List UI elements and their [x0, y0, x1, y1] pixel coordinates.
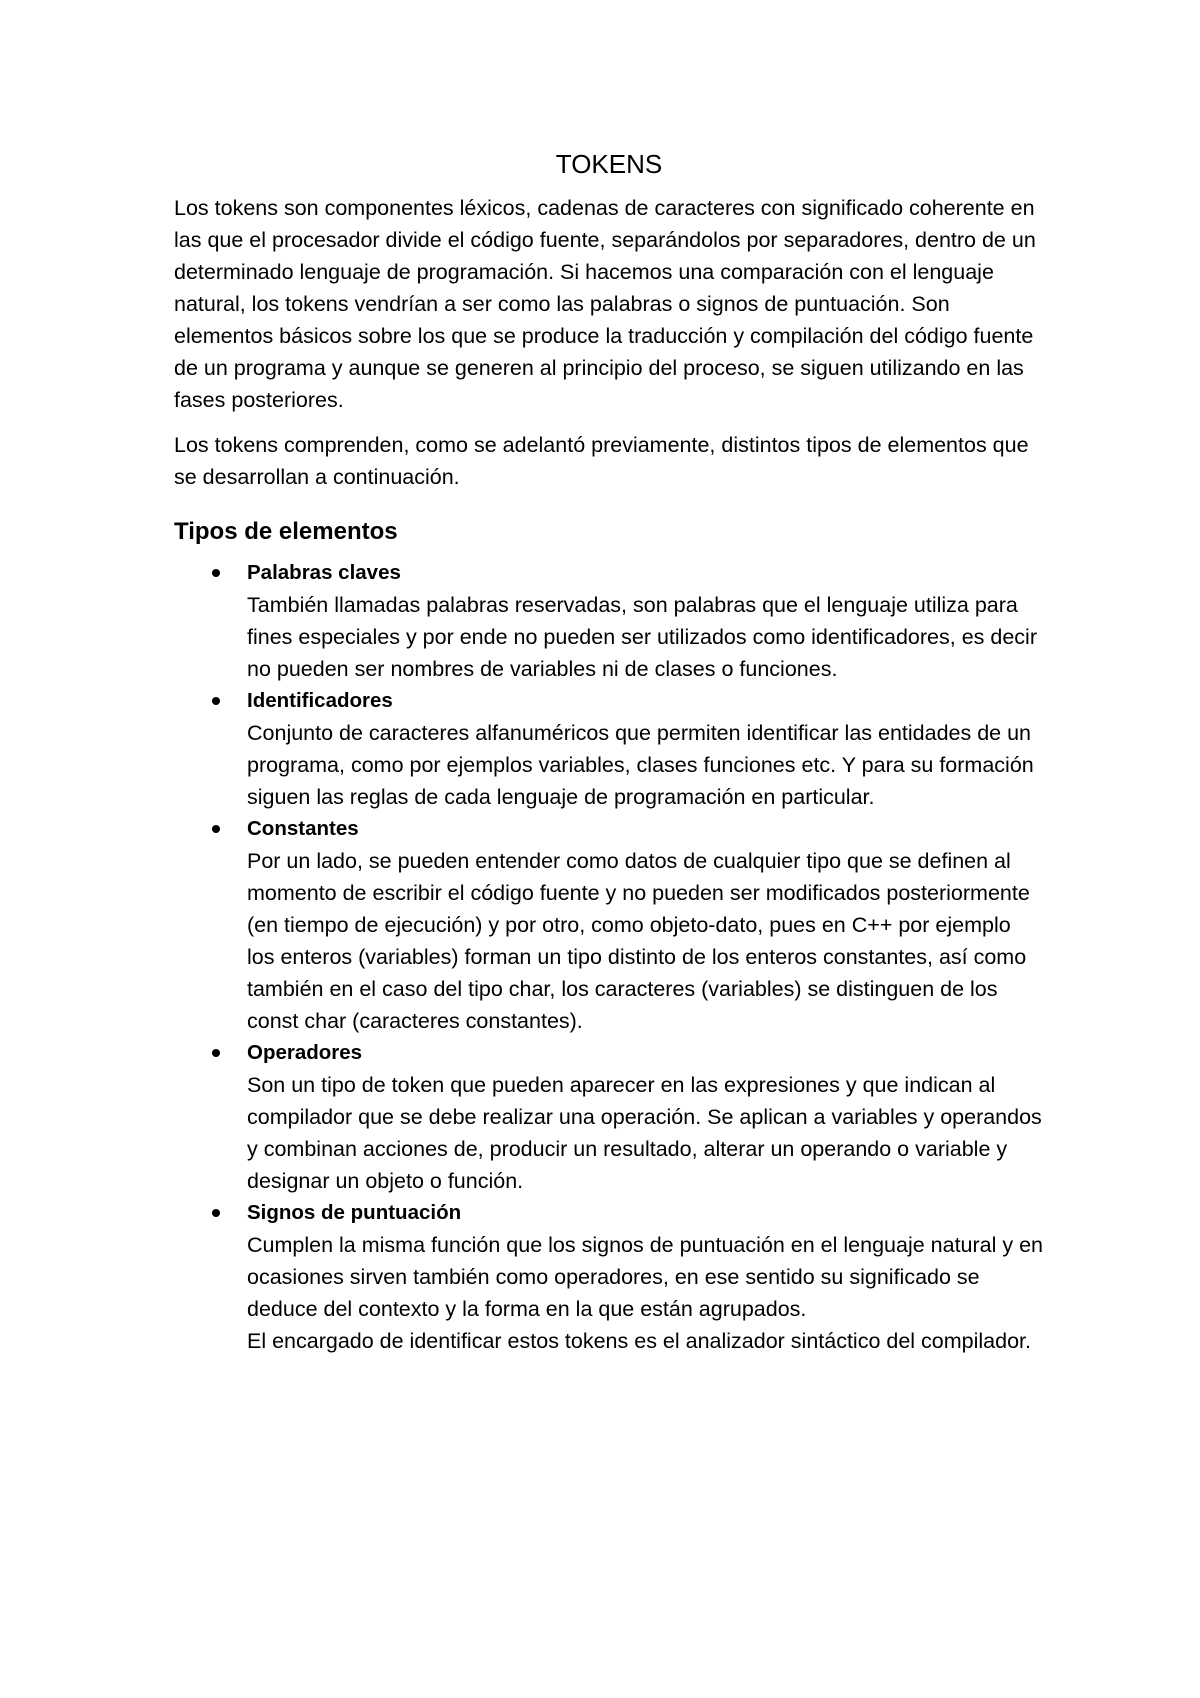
section-heading: Tipos de elementos — [174, 518, 398, 545]
types-intro-paragraph: Los tokens comprenden, como se adelantó previamente, distintos tipos de elementos que se desarrollan a continuación. — [174, 433, 1029, 489]
bullet-icon — [212, 1209, 220, 1217]
bullet-icon — [212, 825, 220, 833]
bullet-icon — [212, 697, 220, 705]
list-item-operadores — [174, 1037, 1044, 1197]
list-item-title: Operadores — [247, 1041, 363, 1064]
list-item-identificadores — [174, 685, 1044, 813]
list-item-text: También llamadas palabras reservadas, son palabras que el lenguaje utiliza para fines especiales y por ende no pueden ser utilizados como identificadores, es decir no pueden ser nombres de variables ni de clases o funciones. — [247, 593, 1037, 681]
list-item-text: Son un tipo de token que pueden aparecer en las expresiones y que indican al compilador que se debe realizar una operación. Se aplican a variables y operandos y combinan acciones de, producir un resultado, alterar un operando o variable y designar un objeto o función. — [247, 1073, 1042, 1193]
list-item-closing-text: El encargado de identificar estos tokens es el analizador sintáctico del compilador. — [247, 1329, 1032, 1353]
list-item-constantes — [174, 813, 1044, 1037]
list-item-title: Palabras claves — [247, 561, 401, 584]
intro-paragraph: Los tokens son componentes léxicos, cadenas de caracteres con significado coherente en las que el procesador divide el código fuente, separándolos por separadores, dentro de un determinado lenguaje de programación. Si hacemos una comparación con el lenguaje natural, los tokens vendrían a ser como las palabras o signos de puntuación. Son elementos básicos sobre los que se produce la traducción y compilación del código fuente de un programa y aunque se generen al principio del proceso, se siguen utilizando en las fases posteriores. — [174, 196, 1036, 412]
list-item-title: Constantes — [247, 817, 359, 840]
list-item-text: Por un lado, se pueden entender como datos de cualquier tipo que se definen al momento de escribir el código fuente y no pueden ser modificados posteriormente (en tiempo de ejecución) y por otro, como objeto-dato, pues en C++ por ejemplo los enteros (variables) forman un tipo distinto de los enteros constantes, así como también en el caso del tipo char, los caracteres (variables) se distinguen de los const char (caracteres constantes). — [247, 849, 1030, 1033]
document-title: TOKENS — [555, 149, 663, 179]
list-item-title: Identificadores — [247, 689, 393, 712]
list-item-title: Signos de puntuación — [247, 1201, 462, 1224]
element-types-list — [174, 557, 1044, 1357]
list-item-palabras-claves — [174, 557, 1044, 685]
bullet-icon — [212, 1049, 220, 1057]
list-item-text: Cumplen la misma función que los signos de puntuación en el lenguaje natural y en ocasiones sirven también como operadores, en ese sentido su significado se deduce del contexto y la forma en la que están agrupados. — [247, 1233, 1044, 1321]
bullet-icon — [212, 569, 220, 577]
document-page — [174, 146, 1044, 1357]
list-item-text: Conjunto de caracteres alfanuméricos que permiten identificar las entidades de un programa, como por ejemplos variables, clases funciones etc. Y para su formación siguen las reglas de cada lenguaje de programación en particular. — [247, 721, 1034, 809]
list-item-signos-de-puntuacion — [174, 1197, 1044, 1357]
